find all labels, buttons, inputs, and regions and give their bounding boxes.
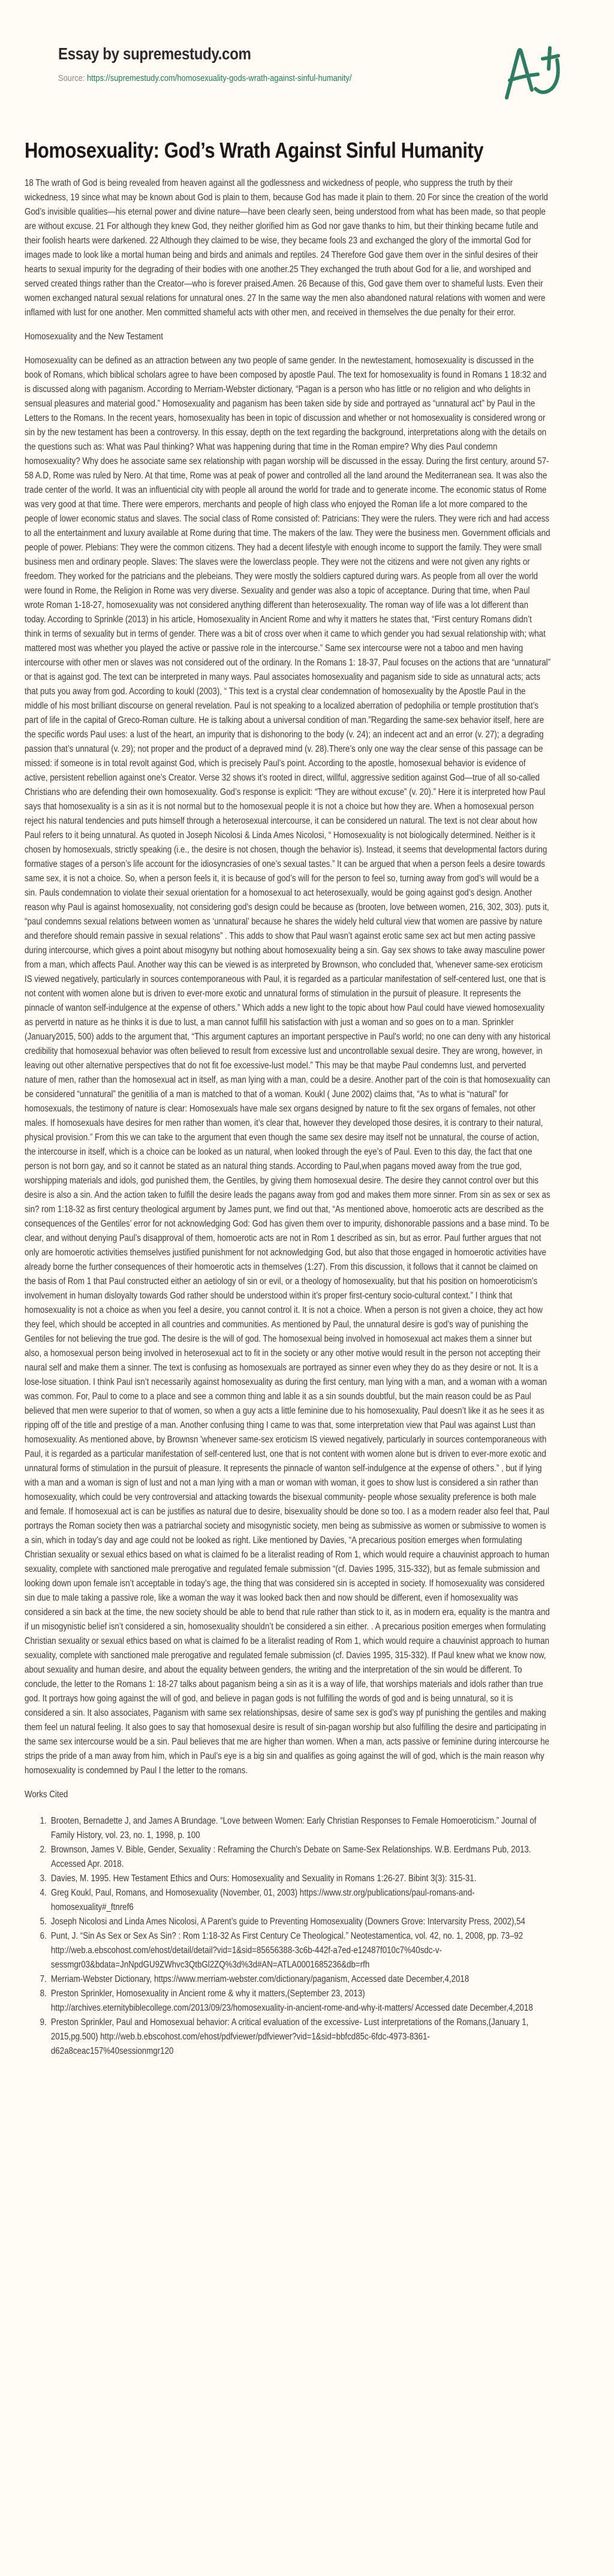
citation-text: Davies, M. 1995. Hew Testament Ethics and Ours: Homosexuality and Sexuality in Romans 1:26-27. Bibint 3(3): 315-31. [50,1873,477,1884]
essay-main [0,114,614,2095]
citation-text: Punt, J. “Sin As Sex or Sex As Sin? : Rom 1:18-32 As First Century Ce Theological.” Neotestamentica, vol. 42, no. 1, 2008, pp. 73–92 http://web.a.ebscohost.com/ehost/detail/detail?vid=1&sid=85656388-3c6b-442f-a7ed-e12487f010c7%40sdc-v-sessmgr03&bdata=JnNpdGU9ZWhvc3QtbGl2ZQ%3d%3d#AN=ATLA0001685236&db=rfh [50,1931,523,1970]
works-cited-list [25,1814,550,2059]
a-plus-logo-glyph-icon [501,41,567,101]
citation-text: Greg Koukl, Paul, Romans, and Homosexuality (November, 01, 2003) https://www.str.org/publications/paul-romans-and-homosexuality#_ftnref6 [50,1888,475,1912]
citation-item [49,1872,550,1886]
citation-text: Joseph Nicolosi and Linda Ames Nicolosi, A Parent’s guide to Preventing Homosexuality (Downers Grove: Intervarsity Press, 2002),54 [50,1917,525,1927]
citation-text: Brownson, James V. Bible, Gender, Sexuality : Reframing the Church's Debate on Same-Sex Relationships. W.B. Eerdmans Pub, 2013. Accessed Apr. 2018. [50,1845,531,1869]
source-link[interactable]: https://supremestudy.com/homosexuality-gods-wrath-against-sinful-humanity/ [87,73,352,83]
citation-item [49,1915,550,1929]
citation-item [49,1929,550,1972]
verse-paragraph: 18 The wrath of God is being revealed from heaven against all the godlessness and wickedness of people, who suppress the truth by their wickedness, 19 since what may be known about God is plain to them, because God has made it plain to them. 20 For since the creation of the world God’s invisible qualities—his eternal power and divine nature—have been clearly seen, being understood from what has been made, so that people are without excuse. 21 For although they knew God, they neither glorified him as God nor gave thanks to him, but their thinking became futile and their foolish hearts were darkened. 22 Although they claimed to be wise, they became fools 23 and exchanged the glory of the immortal God for images made to look like a mortal human being and birds and animals and reptiles. 24 Therefore God gave them over in the sinful desires of their hearts to sexual impurity for the degrading of their bodies with one another.25 They exchanged the truth about God for a lie, and worshiped and served created things rather than the Creator—who is forever praised.Amen. 26 Because of this, God gave them over to shameful lusts. Even their women exchanged natural sexual relations for unnatural ones. 27 In the same way the men also abandoned natural relations with women and were inflamed with lust for one another. Men committed shameful acts with other men, and received in themselves the due penalty for their error. [25,178,548,318]
body-paragraph: Homosexuality can be defined as an attraction between any two people of same gender. In the newtestament, homosexuality is discussed in the book of Romans, which biblical scholars agree to have been composed by apostle Paul. The text for homosexuality is found in Romans 1 18:32 and is discussed along with paganism. According to Merriam-Webster dictionary, “Pagan is a person who has little or no religion and who delights in sensual pleasures and material good.” Homosexuality and paganism has been taken side by side and portrayed as “unnatural act” by Paul in the Letters to the Romans. In the recent years, homosexuality has been in topic of discussion and whether or not homosexuality is considered wrong or sin by the new testament has been a controversy. In this essay, depth on the text regarding the background, interpretations along with the details on the questions such as: What was Paul thinking? What was happening during that time in the Roman empire? Why dies Paul condemn homosexuality? Why does he associate same sex relationship with pagan worship will be discussed in the essay. During the first century, around 57-58 A.D, Rome was ruled by Nero. At that time, Rome was at peak of power and controlled all the land around the Mediterranean sea. It was also the trade center of the world. It was an influenticial city with people all around the world for trade and to generate income. The economic status of Rome was very good at that time. There were emperors, merchants and people of high class who enjoyed the Roman life a lot more compared to the people of lower economic status and slaves. The social class of Rome consisted of: Patricians: They were the rulers. They were rich and had access to all the entertainment and luxury available at Rome during that time. The makers of the law. They were the business men. Government officials and people of power. Plebians: They were the common citizens. They had a decent lifestyle with enough income to support the family. They were small business men and ordinary people. Slaves: The slaves were the lowerclass people. They were not the citizens and were not given any rights or freedom. They worked for the patricians and the plebeians. They were mostly the soldiers captured during wars. As people from all over the world were found in Rome, the Religion in Rome was very diverse. Sexuality and gender was also a topic of acceptance. During that time, when Paul wrote Roman 1-18-27, homosexuality was not considered anything different than heterosexuality. The roman way of life was a lot different than today. According to Sprinkle (2013) in his article, Homosexuality in Ancient Rome and why it matters he states that, “First century Romans didn’t think in terms of sexuality but in terms of gender. There was a bit of cross over when it came to which gender you had sexual relationship with; what mattered most was whether you played the active or passive role in the intercourse.” Same sex intercourse were not a taboo and men having intercourse with other men or slaves was not considered out of the ordinary. In the Romans 1: 18-37, Paul focuses on the actions that are “unnatural” or that is against god. The text can be interpreted in many ways. Paul associates homosexuality and paganism side to side as unnatural acts; acts that puts you away from god. According to koukl (2003), “ This text is a crystal clear condemnation of homosexuality by the Apostle Paul in the middle of his most brilliant discourse on general revelation. Paul is not speaking to a localized aberration of pedophilia or temple prostitution that’s part of life in the capital of Greco-Roman culture. He is talking about a universal condition of man.”Regarding the same-sex behavior itself, here are the specific words Paul uses: a lust of the heart, an impurity that is dishonoring to the body (v. 24); an indecent act and an error (v. 27); a degrading passion that’s unnatural (v. 29); not proper and the product of a depraved mind (v. 28).There’s only one way the clear sense of this passage can be missed: if someone is in total revolt against God, which is precisely Paul’s point. According to the apostle, homosexual behavior is evidence of active, persistent rebellion against one’s Creator. Verse 32 shows it’s rooted in direct, willful, aggressive sedition against God—true of all so-called Christians who are defending their own homosexuality. God’s response is explicit: “They are without excuse” (v. 20).” Here it is interpreted how Paul says that homosexuality is a sin as it is not normal but to the homosexual people it is not a choice but how they are. When a homosexual person reject his natural tendencies and puts himself through a heterosexual intercourse, it can be considered un natural. The text is not clear about how Paul refers to it being unnatural. As quoted in Joseph Nicolosi & Linda Ames Nicolosi, “ Homosexuality is not biologically determined. Neither is it chosen by homosexuals, strictly speaking (i.e., the desire is not chosen, though the behavior is). Instead, it seems that developmental factors during formative stages of a person’s life account for the idiosyncrasies of one’s sexual tastes.” It can be argued that when a person feels a desire towards same sex, it is not a choice. So, when a person feels it, it is because of god’s will for the person to feel so, turning away from god’s will would be a sin. Pauls condemnation to violate their sexual orientation for a homosexual to act heterosexually, would be going against god’s design. Another reason why Paul is against homosexuality, not considering god’s design could be because as (brooten, love between women, 216, 302, 303). puts it, “paul condemns sexual relations between women as ‘unnatural’ because he shares the widely held cultural view that women are passive by nature and therefore should remain passive in sexual relations” . This adds to show that Paul wasn’t against erotic same sex act but men acting passive during intercourse, which gives a point about misogyny but nothing about homosexuality being a sin. Gay sex shows to take away masculine power from a man, which affects Paul. Another way this can be viewed is as interpreted by Brownson, who concluded that, 'whenever same-sex eroticism IS viewed negatively, particularly in sources contemporaneous with Paul, it is regarded as a particular manifestation of self-centered lust, one that is not content with women alone but is driven to ever-more exotic and unnatural forms of stimulation in the pursuit of pleasure. It represents the pinnacle of wanton self-indulgence at the expense of others.” Which adds a new light to the topic about how Paul could have viewed homosexuality as pervertd in nature as he thinks it is due to lust, a man cannot fulfill his satisfaction with just a woman and so goes on to a man. Sprinkler (January2015, 500) adds to the argument that, “This argument captures an important perspective in Paul's world; no one can deny with any historical credibility that homosexual behavior was often believed to result from excessive lust and uncontrollable sexual desire. They are wrong, however, in leaving out other alternative perspectives that do not fit foe excessive-lust model.” This may be that maybe Paul condemns lust, and perverted nature of men, rather than the homosexual act in itself, as man lying with a man, could be a desire. Another part of the coin is that homosexuality can be considered “unnatural” the genitilia of a man is matched to that of a woman. Koukl ( June 2002) claims that, “As to what is “natural” for homosexuals, the testimony of nature is clear: Homosexuals have male sex organs designed by nature to fit the sex organs of females, not other males. If homosexuals have desires for men rather than women, it’s clear that, however they developed those desires, it is contrary to their natural, physical provision.” From this we can take to the argument that even though the same sex desire may itself not be unnatural, the course of action, the intercourse in itself, which is a choice can be looked as un natural, when looked through the eye’s of Paul. Even to this day, the fact that one person is not born gay, and so it cannot be stated as an natural thing stands. According to Paul,when pagans moved away from the true god, worshipping materials and idols, god punished them, the Gentiles, by giving them homosexual desire. The desire they cannot control over but this desire is also a sin. And the action taken to fulfill the desire leads the pagans away from god and makes them more sinner. From sin as sex or sex as sin? rom 1:18-32 as first century theological argument by James punt, we find out that, “As mentioned above, homoerotic acts are described as the consequences of the Gentiles’ error for not acknowledging God: God has given them over to impurity, dishonorable passions and a base mind. To be clear, and without denying Paul’s disapproval of them, homoerotic acts are not in Rom 1 described as sin, but as error. Paul further argues that not only are homoerotic activities themselves justified punishment for not acknowledging God, but also that those engaged in homoerotic activities have already borne the further consequences of their homoerotic acts in themselves (1:27). From this discussion, it follows that it cannot be claimed on the basis of Rom 1 that Paul constructed either an aetiology of sin or evil, or a theology of homosexuality, but that his position on homoeroticism’s involvement in human disloyalty towards God rather should be understood within it’s proper first-century socio-cultural context.” I think that homosexuality is not a choice as when you feel a desire, you cannot control it. It is not a choice. When a person is not given a choice, they act how they feel, which should be accepted in all countries and communities. As mentioned by Paul, the unnatural desire is god’s way of punishing the Gentiles for not believing the true god. The desire is the will of god. The homosexual being involved in homosexual act makes them a sinner but also, a homosexual person being involved in heterosexual act to fit in the society or any other motive would result in the person not accepting their naural self and make them a sinner. The text is confusing as homosexuals are portrayed as sinner even whey they do as they desire or not. It is a lose-lose situation. I think Paul isn’t necessarily against homosexuality as during the first century, man lying with a man, and a woman with a woman was common. For, Paul to come to a place and see a common thing and lable it as a sin sounds doubtful, but the main reason could be as Paul believed that men were superior to that of women, so when a guy acts a little feminine due to his homosexuality, Paul doesn’t like it as he sees it as ripping off of the title and prestige of a man. Another confusing thing I came to was that, some interpretation view that Paul was against Lust than homosexuality. As mentioned above, by Brownsn 'whenever same-sex eroticism IS viewed negatively, particularly in sources contemporaneous with Paul, it is regarded as a particular manifestation of self-centered lust, one that is not content with women alone but is driven to ever-more exotic and unnatural forms of stimulation in the pursuit of pleasure. It represents the pinnacle of wanton self-indulgence at the expense of others.” , but if lying with a man and a woman is sign of lust and not a man lying with a man or woman with woman, it goes to show lust is considered a sin rather than homosexuality, which could be very controversial and attacking towards the bisexual community- people whose sexuality preference is both male and female. If homosexual act is can be justifies as natural due to desire, bisexuality should be done so too. I as a modern reader also feel that, Paul portrays the Roman society then was a patriarchal society and misogynistic society, men being as submissive as women or submissive to women is a sin, which in today’s day and age could not be looked as right. Like mentioned by Davies, “A precarious position emerges when formulating Christian sexuality or sexual ethics based on what is claimed fo be a literalist reading of Rom 1, which would require a chauvinist approach to human sexuality, complete with sanctioned male prerogative and regulated female submission “(cf. Davies 1995, 315-332), but as female submission and looking down upon female isn’t acceptable in today’s age, the thing that was considered sin is accepted in society. If homosexuality was considered sin due to male taking a passive role, like a woman the way it was looked back then and now should be different, even if homosexuality was considered a sin back at the time, the new society should be able to bend that rule rather than stick to it, as in modern era, equality is the mantra and if un misogynistic belief isn’t considered a sin, homosexuality shouldn’t be considered a sin either. . A precarious position emerges when formulating Christian sexuality or sexual ethics based on what is claimed fo be a literalist reading of Rom 1, which would require a chauvinist approach to human sexuality, complete with sanctioned male prerogative and regulated female submission (cf. Davies 1995, 315-332). If Paul knew what we know now, about sexuality and human desire, and about the equality between genders, the writing and the interpretation of the sin would be different. To conclude, the letter to the Romans 1: 18-27 talks about paganism being a sin as it is a way of life, that worships materials and idols rather than true god. It portrays how going against the will of god, and believe in pagan gods is not fulfilling the words of god and is being unnatural, so it is considered a sin. It also associates, Paganism with same sex relationshipsas, desire of same sex is god’s way pf punishing the gentiles and making them feel un natural feeling. It also goes to say that homosexual desire is result of sin-pagan worship but also fulfilling the desire and participating in the same sex intercourse would be a sin. Paul believes that me are higher than women. When a man, acts passive or feminine during intercourse he strips the pride of a man away from him, which in Paul’s eye is a big sin and qualifies as going against the will of god, which is the main reason why homosexuality is condemned by Paul I the letter to the romans. [25,355,551,1776]
source-line [58,73,351,83]
citation-item [49,2015,550,2059]
citation-text: Preston Sprinkler, Homosexuality in Ancient rome & why it matters,(September 23, 2013) http://archives.eternitybiblecollege.com/2013/09/23/homosexuality-in-ancient-rome-and-why-it-matters/ Accessed date December,4,2018 [50,1989,533,2013]
page-header [0,0,614,114]
citation-item [49,1886,550,1915]
citation-text: Merriam-Webster Dictionary, https://www.merriam-webster.com/dictionary/paganism, Accessed date December,4,2018 [50,1974,469,1984]
citation-item [49,1987,550,2015]
section-subheading: Homosexuality and the New Testament [25,332,163,342]
essay-title: Homosexuality: God’s Wrath Against Sinful Humanity [25,138,484,162]
citation-item [49,1972,550,1987]
a-plus-logo-icon [501,41,567,101]
citation-text: Preston Sprinkler, Paul and Homosexual behavior: A critical evaluation of the excessive- Lust interpretations of the Romans,(January 1, 2015,pg.500) http://web.b.ebscohost.com/ehost/pdfviewer/pdfviewer?vid=1&sid=bbfcd85c-6fdc-4973-8361-d62a8ceac157%40sessionmgr120 [50,2017,529,2056]
citation-text: Brooten, Bernadette J, and James A Brundage. “Love between Women: Early Christian Responses to Female Homoeroticism.” Journal of Family History, vol. 23, no. 1, 1998, p. 100 [50,1816,537,1840]
works-cited-heading: Works Cited [25,1789,68,1800]
source-label: Source: [58,73,88,83]
citation-item [49,1843,550,1872]
site-title: Essay by supremestudy.com [58,44,251,63]
citation-item [49,1814,550,1843]
bottom-spacer [25,2059,575,2095]
